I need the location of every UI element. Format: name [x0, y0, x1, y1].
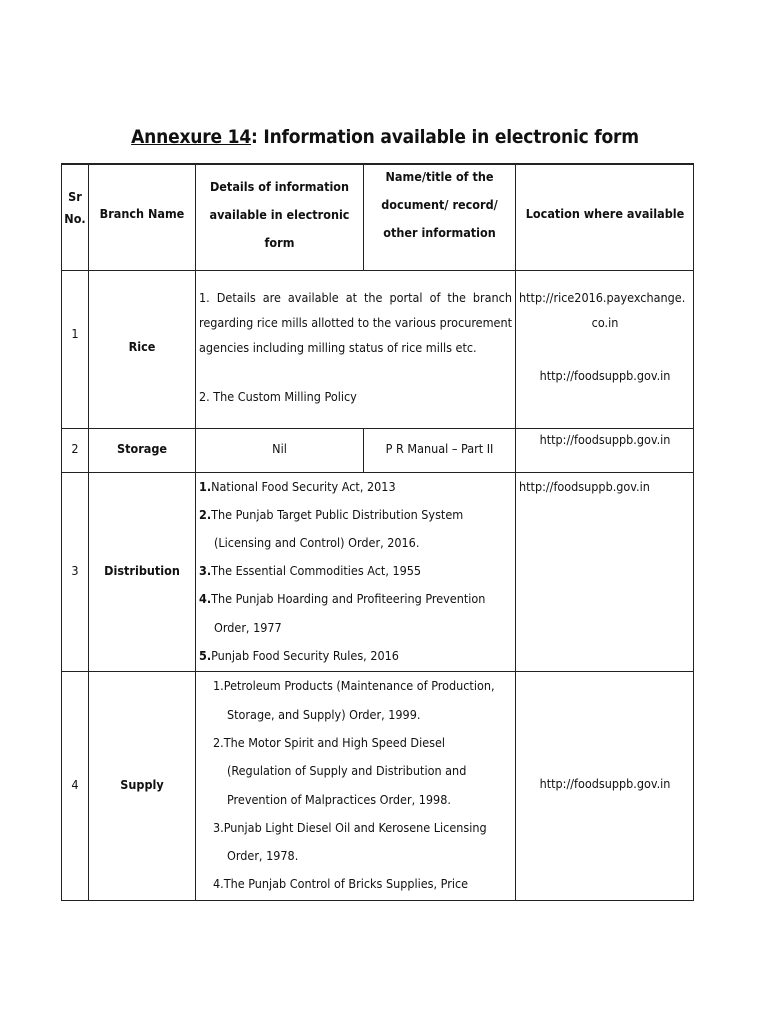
- page-title: [0, 126, 770, 148]
- row3-branch: Distribution: [104, 563, 180, 578]
- list-item: 5.Punjab Food Security Rules, 2016: [199, 648, 399, 663]
- row1-sr: 1: [71, 326, 79, 341]
- row2-name: P R Manual – Part II: [385, 441, 494, 456]
- list-item: (Regulation of Supply and Distribution and: [227, 763, 467, 778]
- title-annexure: Annexure 14: [131, 126, 252, 148]
- header-branch: Branch Name: [99, 206, 185, 221]
- list-item: 1.National Food Security Act, 2013: [199, 479, 396, 494]
- row2-location: http://foodsuppb.gov.in: [539, 432, 671, 447]
- list-item: Storage, and Supply) Order, 1999.: [227, 707, 421, 722]
- header-location: Location where available: [525, 206, 685, 221]
- row1-branch: Rice: [128, 339, 156, 354]
- list-item: 3.Punjab Light Diesel Oil and Kerosene Licensing: [213, 820, 487, 835]
- list-item: 4.The Punjab Hoarding and Profiteering Prevention: [199, 591, 486, 606]
- row1-detail-2: 2. The Custom Milling Policy: [199, 389, 357, 404]
- header-details: Details of information available in electronic form: [209, 179, 350, 250]
- row2-details: Nil: [272, 441, 287, 456]
- row4-sr: 4: [71, 777, 79, 792]
- list-item: 2.The Punjab Target Public Distribution System: [199, 507, 464, 522]
- list-item: 1.Petroleum Products (Maintenance of Production,: [213, 678, 495, 693]
- row-divider: [61, 270, 694, 271]
- list-item: Prevention of Malpractices Order, 1998.: [227, 792, 451, 807]
- row4-branch: Supply: [120, 777, 164, 792]
- list-item: Order, 1978.: [227, 848, 299, 863]
- row3-sr: 3: [71, 563, 79, 578]
- row1-detail-1: 1. Details are available at the portal of the branch regarding rice mills allotted to the various procurement agencies including milling status of rice mills etc.: [199, 290, 512, 355]
- header-name: Name/title of the document/ record/ other information: [381, 169, 498, 240]
- title-rest: : Information available in electronic form: [251, 126, 639, 148]
- col-divider: [195, 164, 196, 900]
- row1-location-1b: co.in: [591, 315, 619, 330]
- list-item: 3.The Essential Commodities Act, 1955: [199, 563, 422, 578]
- row1-location-1a: http://rice2016.payexchange.: [519, 290, 686, 305]
- list-item: (Licensing and Control) Order, 2016.: [214, 535, 420, 550]
- row3-location: http://foodsuppb.gov.in: [519, 479, 650, 494]
- list-item: 2.The Motor Spirit and High Speed Diesel: [213, 735, 446, 750]
- list-item: Order, 1977: [214, 620, 282, 635]
- row1-location-2: http://foodsuppb.gov.in: [539, 368, 671, 383]
- row4-location: http://foodsuppb.gov.in: [539, 776, 671, 791]
- list-item: 4.The Punjab Control of Bricks Supplies, Price: [213, 876, 469, 891]
- row2-sr: 2: [71, 441, 79, 456]
- header-sr: Sr No.: [64, 189, 86, 226]
- row2-branch: Storage: [116, 441, 168, 456]
